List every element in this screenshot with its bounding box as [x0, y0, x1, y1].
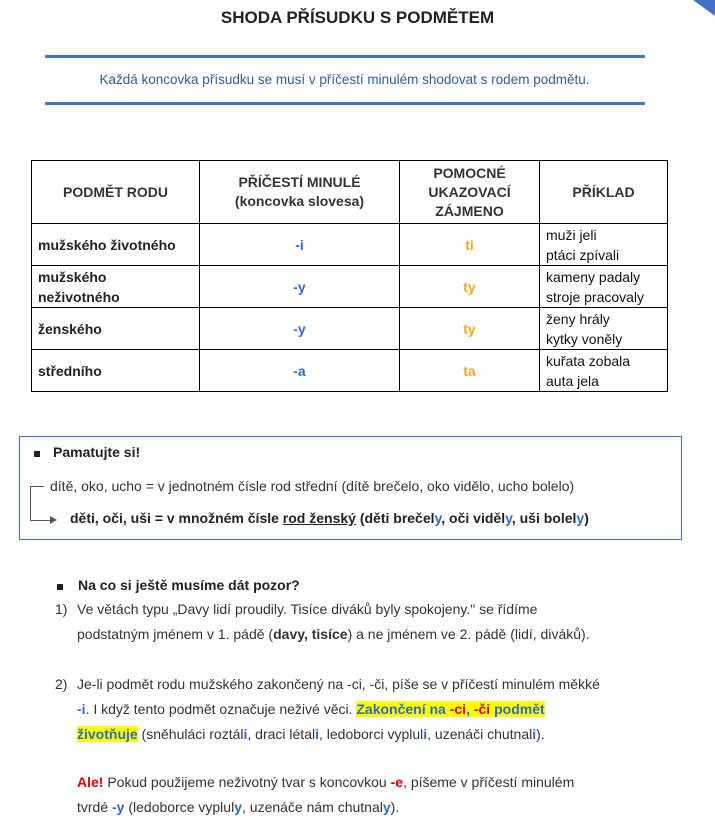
example-cell: muži jeli ptáci zpívali: [540, 224, 668, 266]
notes-heading: Na co si ještě musíme dát pozor?: [78, 577, 300, 593]
table-header-row: [32, 161, 668, 224]
list-number: 1): [55, 601, 68, 617]
bracket-line: [30, 520, 52, 521]
ending-cell: -a: [200, 350, 400, 392]
bullet-square-icon: [57, 584, 63, 590]
ending-cell: -y: [200, 266, 400, 308]
page-title: SHODA PŘÍSUDKU S PODMĚTEM: [220, 8, 495, 27]
header-example: PŘÍKLAD: [540, 161, 668, 224]
table-row: [32, 266, 668, 308]
header-subject-gender: PODMĚT RODU: [32, 161, 200, 224]
subtitle-rule-bottom: [45, 102, 645, 105]
bracket-line: [30, 486, 31, 521]
agreement-table: [31, 160, 668, 392]
example-cell: ženy hrály kytky voněly: [540, 308, 668, 350]
remember-plural-line: děti, oči, uši = v množném čísle rod ženský (děti brečely, oči viděly, uši bolely): [70, 510, 589, 526]
pronoun-cell: ta: [400, 350, 540, 392]
subject-cell: ženského: [32, 308, 200, 350]
list-item-text: Ve větách typu „Davy lidí proudily. Tisíce diváků byly spokojeny." se řídíme podstatným jménem v 1. pádě (davy, tisíce) a ne jménem ve 2. pádě (lidí, diváků).: [77, 601, 590, 642]
warning-paragraph: Ale! Pokud použijeme neživotný tvar s koncovkou -e, píšeme v příčestí minulém tvrdé -y (ledoborce vypluly, uzenáče nám chutnaly).: [77, 774, 575, 815]
pronoun-cell: ty: [400, 308, 540, 350]
subtitle-rule-top: [45, 55, 645, 58]
pronoun-cell: ty: [400, 266, 540, 308]
header-demonstrative-pronoun: POMOCNÉ UKAZOVACÍ ZÁJMENO: [400, 161, 540, 224]
remember-singular-line: dítě, oko, ucho = v jednotném čísle rod střední (dítě brečelo, oko vidělo, ucho bolelo): [50, 478, 575, 494]
subject-cell: středního: [32, 350, 200, 392]
ending-cell: -i: [200, 224, 400, 266]
example-cell: kuřata zobala auta jela: [540, 350, 668, 392]
ending-cell: -y: [200, 308, 400, 350]
pronoun-cell: ti: [400, 224, 540, 266]
header-past-participle: PŘÍČESTÍ MINULÉ (koncovka slovesa): [200, 161, 400, 224]
bracket-line: [30, 486, 44, 487]
table-row: [32, 350, 668, 392]
table-row: [32, 224, 668, 266]
list-number: 2): [55, 676, 68, 692]
table-row: [32, 308, 668, 350]
example-cell: kameny padaly stroje pracovaly: [540, 266, 668, 308]
bullet-square-icon: [34, 451, 40, 457]
arrow-right-icon: [50, 516, 57, 524]
list-item-text: Je-li podmět rodu mužského zakončený na -ci, -či, píše se v příčestí minulém měkké -i. I když tento podmět označuje neživé věci. Zakončení na -ci, -či podmět životňuje (sněhuláci roztáli, draci létali, ledoborci vypluli, uzenáči chutnali).: [77, 676, 600, 742]
subject-cell: mužského životného: [32, 224, 200, 266]
remember-heading: Pamatujte si!: [53, 444, 141, 460]
subject-cell: mužského neživotného: [32, 266, 200, 308]
page-subtitle: Každá koncovka přísudku se musí v příčestí minulém shodovat s rodem podmětu.: [99, 72, 590, 87]
